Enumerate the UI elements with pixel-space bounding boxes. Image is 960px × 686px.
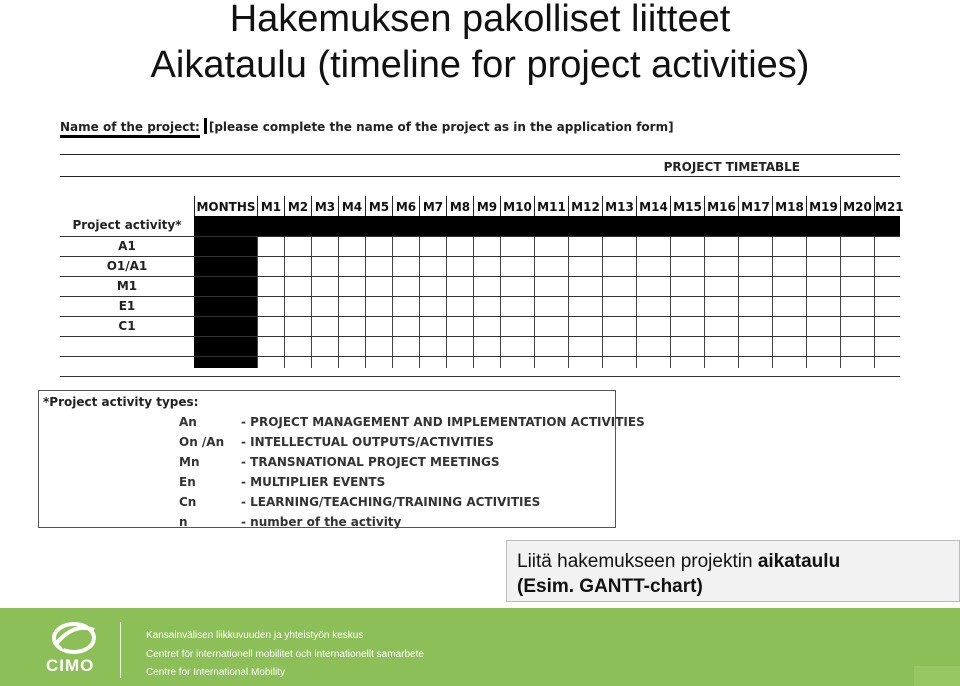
legend-code: On /An [179,435,225,449]
corner-tab [914,666,960,686]
footer-divider [120,622,121,678]
text-cursor [204,118,207,134]
month-header-cell: M11 [534,196,568,216]
legend-code: An [179,415,197,429]
project-name-row [60,118,674,138]
month-header-cell: M6 [392,196,419,216]
month-header-cell: M16 [704,196,738,216]
legend-code: Mn [179,455,200,469]
activity-row-label: M1 [116,279,138,293]
project-name-value: [please complete the name of the project as in the application form] [208,120,674,134]
project-name-label: Name of the project: [60,120,200,138]
month-header-cell: M18 [772,196,806,216]
legend-description: - TRANSNATIONAL PROJECT MEETINGS [241,455,500,469]
grid-row-line [60,356,900,357]
grid-row-line [60,236,900,237]
month-header-cell: M10 [500,196,534,216]
month-header-cell: M4 [338,196,365,216]
month-header-cell: M14 [636,196,670,216]
month-header-cell: M19 [806,196,840,216]
grid-row-line [60,336,900,337]
legend-code: En [179,475,196,489]
months-header: MONTHS [194,196,257,216]
legend-description: - MULTIPLIER EVENTS [241,475,386,489]
note-bold-text: aikataulu [757,551,841,572]
legend-description: - PROJECT MANAGEMENT AND IMPLEMENTATION ACTIVITIES [241,415,645,429]
month-header-cell: M9 [473,196,500,216]
cimo-logo-text: CIMO [46,656,95,675]
title-line-2: Aikataulu (timeline for project activities) [150,44,810,86]
footer-line-en: Centre for International Mobility [146,667,285,678]
month-header-cell: M3 [311,196,338,216]
project-timetable-sheet [60,110,904,370]
footer-bar [0,608,960,686]
grid-row-line [60,276,900,277]
header-black-bar [194,216,900,236]
divider-line [60,176,900,177]
legend-description: - INTELLECTUAL OUTPUTS/ACTIVITIES [241,435,494,449]
legend-description: - number of the activity [241,515,402,529]
title-line-1: Hakemuksen pakolliset liitteet [229,0,731,40]
month-header-cell: M21 [874,196,900,216]
activity-column-header: Project activity* [72,218,182,232]
month-header-cell: M1 [257,196,284,216]
month-header-cell: M8 [446,196,473,216]
month-header-cell: M7 [419,196,446,216]
activity-types-legend [38,390,645,529]
note-line-2: (Esim. GANTT-chart) [517,576,703,597]
month-header-cell: M5 [365,196,392,216]
timetable-grid [60,196,904,368]
instruction-note [506,540,960,602]
month-header-cell: M15 [670,196,704,216]
note-text: Liitä hakemukseen projektin [517,551,758,572]
month-header-cell: M13 [602,196,636,216]
slide-title [0,0,960,88]
activity-row-label: E1 [118,299,136,313]
footer-line-sv: Centret för internationell mobilitet och internationellt samarbete [146,649,424,660]
month-header-cell: M20 [840,196,874,216]
activity-row-label: O1/A1 [106,259,148,273]
month-header-cell: M17 [738,196,772,216]
project-timetable-label: PROJECT TIMETABLE [663,160,800,174]
legend-description: - LEARNING/TEACHING/TRAINING ACTIVITIES [241,495,541,509]
divider-line [60,154,900,155]
legend-code: n [179,515,188,529]
grid-row-line [60,316,900,317]
month-header-cell: M2 [284,196,311,216]
legend-title: *Project activity types: [43,395,199,409]
activity-row-label: A1 [118,239,136,253]
activity-row-label: C1 [118,319,136,333]
legend-code: Cn [179,495,197,509]
month-header-cell: M12 [568,196,602,216]
footer-line-fi: Kansainvälisen liikkuvuuden ja yhteistyön keskus [146,630,364,641]
grid-row-line [60,256,900,257]
grid-row-line [60,296,900,297]
grid-row-line [60,376,900,377]
